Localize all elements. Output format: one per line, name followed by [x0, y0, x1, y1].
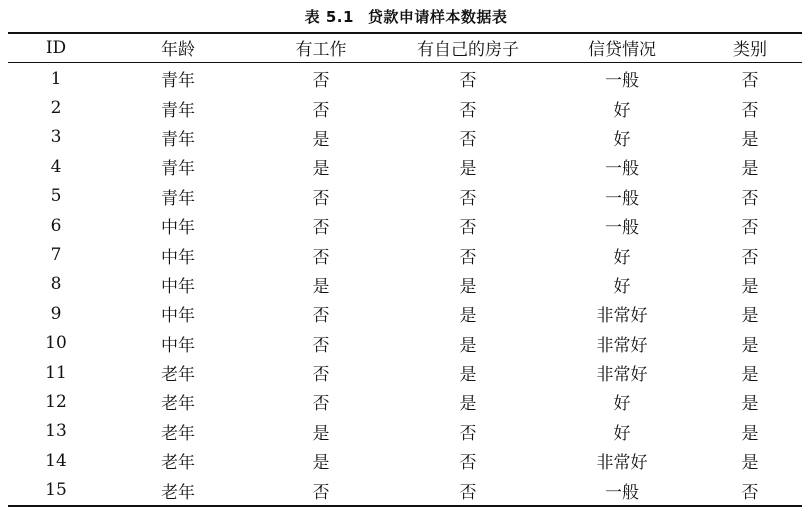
cell-has-job: 是: [312, 423, 330, 444]
cell-has-job: 否: [312, 306, 330, 327]
cell-credit: 一般: [605, 482, 639, 503]
cell-class: 是: [741, 423, 759, 444]
cell-id: 7: [50, 245, 62, 266]
cell-class: 是: [741, 159, 759, 180]
cell-has-job: 否: [312, 482, 330, 503]
cell-class: 是: [741, 129, 759, 150]
cell-class: 否: [741, 71, 759, 92]
cell-credit: 非常好: [596, 335, 648, 356]
table-row: [8, 358, 802, 387]
cell-id: 4: [50, 156, 62, 177]
cell-credit: 好: [613, 394, 631, 415]
cell-age: 老年: [161, 394, 195, 415]
cell-id: 8: [50, 274, 62, 295]
cell-own-house: 否: [459, 247, 477, 268]
cell-age: 老年: [161, 482, 195, 503]
cell-id: 9: [50, 303, 62, 324]
table-row: [8, 329, 802, 358]
cell-age: 中年: [161, 276, 195, 297]
cell-own-house: 是: [459, 335, 477, 356]
cell-id: 15: [45, 480, 67, 501]
cell-id: 13: [45, 421, 67, 442]
cell-id: 6: [50, 215, 62, 236]
table-row: [8, 152, 802, 181]
cell-credit: 非常好: [596, 453, 648, 474]
cell-has-job: 是: [312, 453, 330, 474]
cell-own-house: 否: [459, 71, 477, 92]
cell-age: 老年: [161, 423, 195, 444]
table-bottom-rule: [8, 505, 802, 507]
cell-age: 中年: [161, 247, 195, 268]
cell-own-house: 是: [459, 159, 477, 180]
cell-class: 否: [741, 100, 759, 121]
cell-age: 老年: [161, 365, 195, 386]
cell-id: 11: [45, 362, 67, 383]
cell-credit: 非常好: [596, 306, 648, 327]
cell-credit: 好: [613, 129, 631, 150]
cell-has-job: 否: [312, 188, 330, 209]
cell-id: 2: [50, 98, 62, 119]
cell-own-house: 是: [459, 276, 477, 297]
table-row: [8, 299, 802, 328]
header-age: 年龄: [161, 40, 195, 60]
cell-has-job: 否: [312, 335, 330, 356]
cell-own-house: 否: [459, 100, 477, 121]
cell-id: 12: [45, 391, 67, 412]
cell-class: 是: [741, 394, 759, 415]
cell-own-house: 是: [459, 394, 477, 415]
cell-age: 老年: [161, 453, 195, 474]
cell-age: 青年: [161, 159, 195, 180]
table-body: [8, 62, 802, 505]
cell-id: 1: [50, 68, 62, 89]
cell-class: 是: [741, 335, 759, 356]
cell-id: 10: [45, 333, 67, 354]
table-row: [8, 417, 802, 446]
table-row: [8, 270, 802, 299]
cell-class: 是: [741, 276, 759, 297]
cell-credit: 好: [613, 247, 631, 268]
table-row: [8, 211, 802, 240]
cell-has-job: 是: [312, 159, 330, 180]
cell-class: 否: [741, 482, 759, 503]
cell-own-house: 是: [459, 306, 477, 327]
cell-age: 中年: [161, 306, 195, 327]
header-own-house: 有自己的房子: [417, 40, 519, 60]
header-class: 类别: [733, 40, 767, 60]
cell-class: 是: [741, 306, 759, 327]
cell-class: 是: [741, 453, 759, 474]
table-row: [8, 387, 802, 416]
cell-has-job: 是: [312, 276, 330, 297]
cell-class: 是: [741, 365, 759, 386]
header-row: [8, 33, 802, 62]
cell-own-house: 否: [459, 129, 477, 150]
cell-has-job: 是: [312, 129, 330, 150]
cell-id: 5: [50, 186, 62, 207]
table-row: [8, 182, 802, 211]
cell-credit: 一般: [605, 218, 639, 239]
cell-own-house: 否: [459, 423, 477, 444]
cell-has-job: 否: [312, 218, 330, 239]
cell-credit: 好: [613, 100, 631, 121]
table-row: [8, 93, 802, 122]
cell-has-job: 否: [312, 100, 330, 121]
cell-age: 中年: [161, 218, 195, 239]
cell-class: 否: [741, 247, 759, 268]
cell-class: 否: [741, 188, 759, 209]
cell-own-house: 是: [459, 365, 477, 386]
table-row: [8, 123, 802, 152]
cell-has-job: 否: [312, 365, 330, 386]
table-title: 贷款申请样本数据表: [367, 8, 508, 26]
table-row: [8, 240, 802, 269]
cell-has-job: 否: [312, 394, 330, 415]
cell-class: 否: [741, 218, 759, 239]
header-id: ID: [45, 37, 67, 58]
cell-credit: 好: [613, 276, 631, 297]
cell-own-house: 否: [459, 218, 477, 239]
cell-has-job: 否: [312, 71, 330, 92]
cell-credit: 好: [613, 423, 631, 444]
table-number: 表 5.1: [304, 8, 354, 26]
table-row: [8, 62, 802, 93]
cell-credit: 非常好: [596, 365, 648, 386]
table-caption: [0, 6, 812, 28]
header-credit: 信贷情况: [588, 40, 656, 60]
cell-credit: 一般: [605, 159, 639, 180]
cell-own-house: 否: [459, 482, 477, 503]
cell-credit: 一般: [605, 188, 639, 209]
cell-id: 14: [45, 450, 67, 471]
cell-age: 青年: [161, 100, 195, 121]
table-row: [8, 446, 802, 475]
cell-id: 3: [50, 127, 62, 148]
table-row: [8, 475, 802, 504]
cell-own-house: 否: [459, 188, 477, 209]
header-has-job: 有工作: [295, 40, 347, 60]
cell-has-job: 否: [312, 247, 330, 268]
cell-age: 中年: [161, 335, 195, 356]
cell-age: 青年: [161, 129, 195, 150]
cell-credit: 一般: [605, 71, 639, 92]
loan-sample-table: [8, 33, 802, 505]
cell-age: 青年: [161, 188, 195, 209]
cell-own-house: 否: [459, 453, 477, 474]
cell-age: 青年: [161, 71, 195, 92]
